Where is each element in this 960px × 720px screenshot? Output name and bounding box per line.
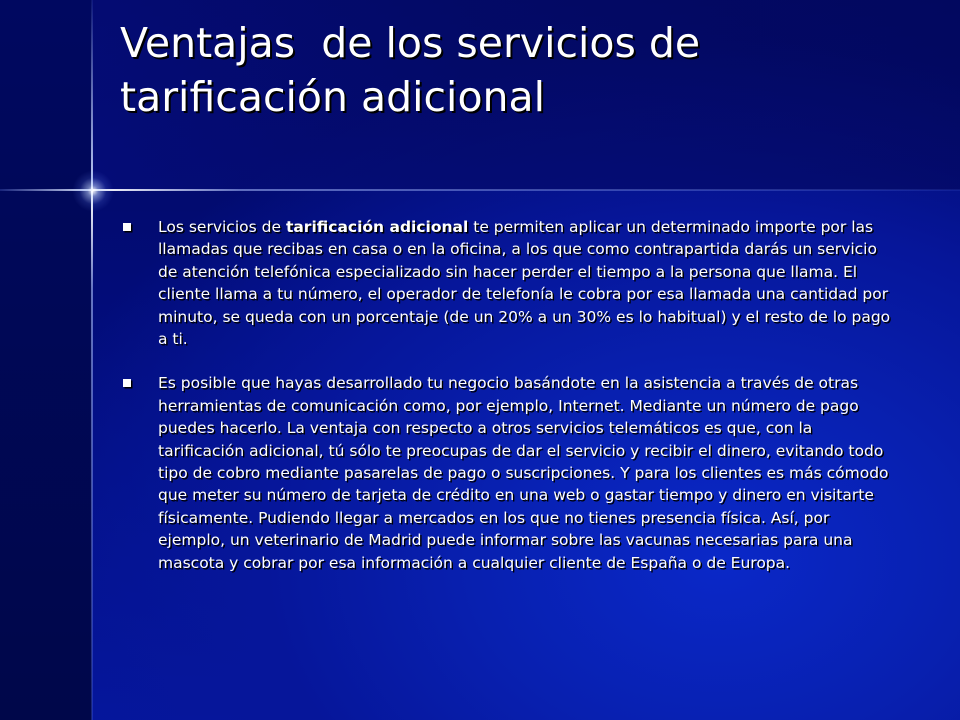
square-bullet-icon [123, 379, 131, 387]
bullet-text: Es posible que hayas desarrollado tu negocio basándote en la asistencia a través de otras herramientas de comunicación como, por ejemplo, Internet. Mediante un número de pago puedes hacerlo. La ventaja con respecto a otros servicios telemáticos es que, con la tarificación adicional, tú sólo te preocupas de dar el servicio y recibir el dinero, evitando todo tipo de cobro mediante pasarelas de pago o suscripciones. Y para los clientes es más cómodo que meter su número de tarjeta de crédito en una web o gastar tiempo y dinero en visitarte físicamente. Pudiendo llegar a mercados en los que no tienes presencia física. Así, por ejemplo, un veterinario de Madrid puede informar sobre las vacunas necesarias para una mascota y cobrar por esa información a cualquier cliente de España o de Europa. [158, 374, 889, 572]
bullet-item-pricing [120, 216, 900, 350]
bullet-item-advantages [120, 372, 900, 574]
bullet-text-bold: tarificación adicional [285, 218, 469, 236]
slide-title: Ventajas de los servicios de tarificación adicional [120, 19, 714, 121]
slide-body [120, 216, 900, 574]
bullet-text-before: Los servicios de [158, 218, 286, 236]
left-background-band [0, 0, 92, 720]
vertical-light-line [91, 0, 93, 720]
light-flare-icon [72, 170, 114, 212]
horizontal-light-line [0, 189, 960, 191]
bullet-text-after: te permiten aplicar un determinado importe por las llamadas que recibas en casa o en la oficina, a los que como contrapartida darás un servicio de atención telefónica especializado sin hacer perder el tiempo a la persona que llama. El cliente llama a tu número, el operador de telefonía le cobra por esa llamada una cantidad por minuto, se queda con un porcentaje (de un 20% a un 30% es lo habitual) y el resto de lo pago a ti. [158, 218, 891, 349]
square-bullet-icon [123, 223, 131, 231]
